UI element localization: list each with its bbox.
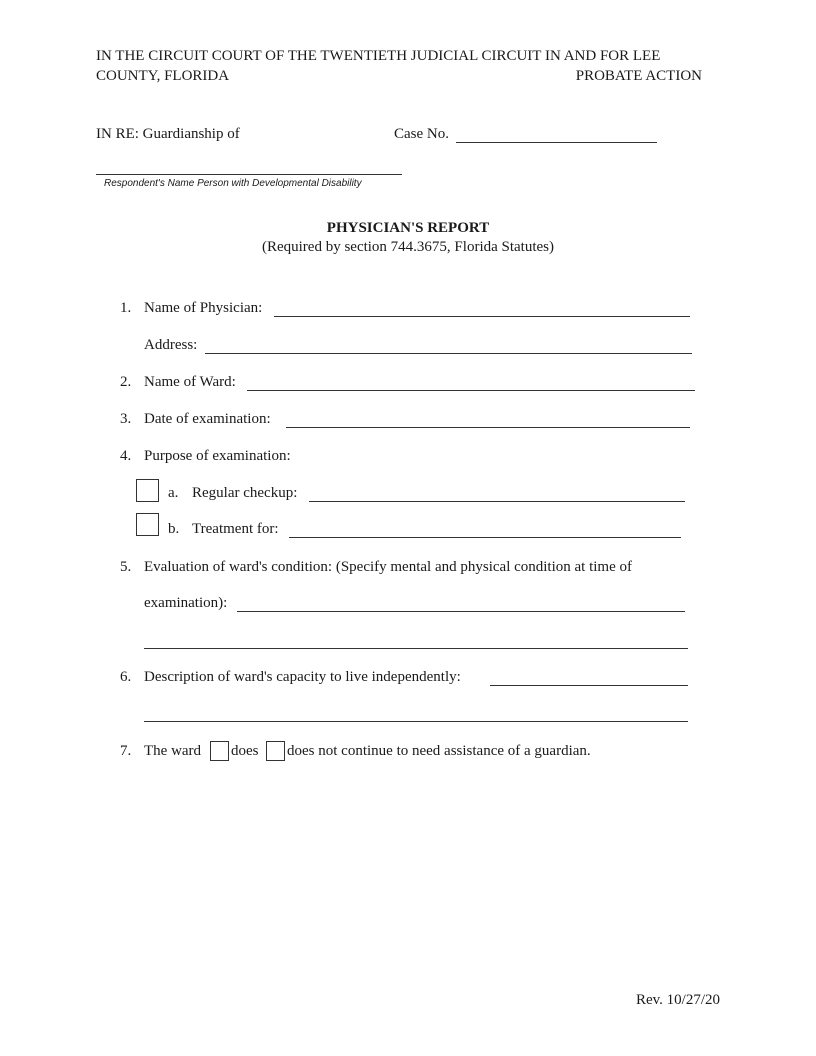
treatment-label: Treatment for: <box>192 521 279 537</box>
ward-condition-label-cont: examination): <box>144 595 228 611</box>
option-b-letter: b. <box>168 521 180 537</box>
court-heading-line2: COUNTY, FLORIDA <box>96 68 230 84</box>
item-6-number: 6. <box>120 669 132 685</box>
treatment-checkbox[interactable] <box>136 513 159 536</box>
item-4-number: 4. <box>120 448 132 464</box>
ward-condition-field-1[interactable] <box>237 611 685 612</box>
item-3-number: 3. <box>120 411 132 427</box>
does-label: does <box>231 743 259 759</box>
case-no-label: Case No. <box>394 126 449 142</box>
report-subtitle: (Required by section 744.3675, Florida Statutes) <box>261 239 555 255</box>
independent-capacity-field-2[interactable] <box>144 721 688 722</box>
item-2-number: 2. <box>120 374 132 390</box>
respondent-name-caption: Respondent's Name Person with Developmental Disability <box>104 178 362 189</box>
ward-prefix-label: The ward <box>144 743 202 759</box>
in-re-label: IN RE: Guardianship of <box>96 126 240 142</box>
option-a-letter: a. <box>168 485 179 501</box>
address-label: Address: <box>144 337 198 353</box>
treatment-field[interactable] <box>289 537 681 538</box>
physician-name-label: Name of Physician: <box>144 300 263 316</box>
does-not-label: does not continue to need assistance of a guardian. <box>287 743 591 759</box>
exam-purpose-label: Purpose of examination: <box>144 448 291 464</box>
item-1-number: 1. <box>120 300 132 316</box>
exam-date-label: Date of examination: <box>144 411 271 427</box>
item-5-number: 5. <box>120 559 132 575</box>
item-7-number: 7. <box>120 743 132 759</box>
ward-condition-label: Evaluation of ward's condition: (Specify mental and physical condition at time of <box>144 559 632 575</box>
regular-checkup-field[interactable] <box>309 501 685 502</box>
regular-checkup-checkbox[interactable] <box>136 479 159 502</box>
probate-action-label: PROBATE ACTION <box>575 68 702 84</box>
independent-capacity-field-1[interactable] <box>490 685 688 686</box>
case-no-field[interactable] <box>456 142 657 143</box>
independent-capacity-label: Description of ward's capacity to live independently: <box>144 669 461 685</box>
revision-date: Rev. 10/27/20 <box>635 992 720 1008</box>
report-title: PHYSICIAN'S REPORT <box>326 220 490 236</box>
physician-address-field[interactable] <box>205 353 692 354</box>
ward-name-field[interactable] <box>247 390 695 391</box>
court-heading-line1: IN THE CIRCUIT COURT OF THE TWENTIETH JUDICIAL CIRCUIT IN AND FOR LEE <box>96 48 661 64</box>
respondent-name-field[interactable] <box>96 174 402 175</box>
does-not-need-checkbox[interactable] <box>266 741 285 761</box>
regular-checkup-label: Regular checkup: <box>192 485 298 501</box>
ward-name-label: Name of Ward: <box>144 374 236 390</box>
does-need-checkbox[interactable] <box>210 741 229 761</box>
ward-condition-field-2[interactable] <box>144 648 688 649</box>
physician-name-field[interactable] <box>274 316 690 317</box>
exam-date-field[interactable] <box>286 427 690 428</box>
